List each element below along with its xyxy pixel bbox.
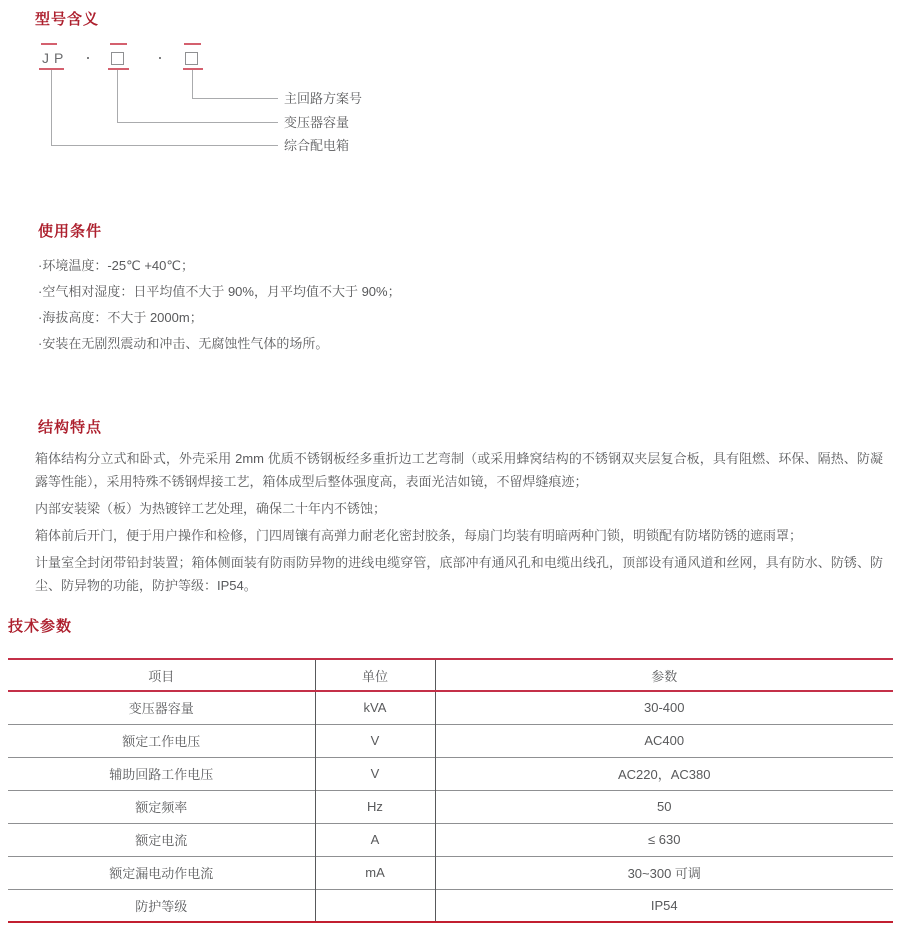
feature-paragraph: 箱体前后开门，便于用户操作和检修，门四周镶有高弹力耐老化密封胶条，每扇门均装有明暗两种门锁，明锁配有防堵防锈的遮雨罩； (35, 528, 803, 543)
section-title-model-meaning: 型号含义 (35, 11, 100, 28)
cell-unit: V (315, 757, 435, 790)
section-title-usage-conditions: 使用条件 (38, 223, 103, 240)
cell-value: 30-400 (435, 691, 893, 724)
feature-paragraph: 内部安装梁（板）为热镀锌工艺处理，确保二十年内不锈蚀； (35, 501, 387, 516)
table-row (8, 724, 893, 757)
cell-item: 变压器容量 (128, 701, 194, 717)
callout-main-circuit-scheme: 主回路方案号 (284, 91, 363, 106)
cell-unit: V (315, 724, 435, 757)
cell-value: ≤ 630 (435, 823, 893, 856)
structural-features-paragraphs (35, 447, 883, 601)
cell-item: 防护等级 (135, 898, 188, 914)
table-row (8, 691, 893, 724)
red-overline (110, 43, 127, 45)
callout-integrated-distribution-box: 综合配电箱 (284, 138, 350, 153)
section-title-structural-features: 结构特点 (38, 419, 103, 436)
cell-value: 50 (435, 790, 893, 823)
table-row (8, 757, 893, 790)
table-row (8, 823, 893, 856)
placeholder-box-scheme (185, 52, 198, 65)
header-value: 参数 (435, 659, 893, 691)
header-unit: 单位 (315, 659, 435, 691)
cell-value: 30~300 可调 (435, 856, 893, 889)
header-item: 项目 (148, 668, 175, 684)
red-overline (41, 43, 57, 45)
cell-item: 额定工作电压 (122, 734, 201, 749)
cell-item: 额定电流 (135, 833, 188, 848)
feature-paragraph: 箱体结构分立式和卧式，外壳采用 2mm 优质不锈钢板经多重折边工艺弯制（或采用蜂窝结构的不锈钢双夹层复合板，具有阻燃、环保、隔热、防凝露等性能），采用特殊不锈钢焊接工艺，箱体成型后整体强度高，表面光洁如镜，不留焊缝痕迹； (35, 451, 883, 489)
cell-unit: mA (315, 856, 435, 889)
section-title-technical-parameters: 技术参数 (8, 618, 73, 635)
red-overline (184, 43, 201, 45)
cell-unit: kVA (315, 691, 435, 724)
usage-condition-item: ·海拔高度：不大于 2000m； (38, 310, 203, 325)
usage-condition-item: ·安装在无剧烈震动和冲击、无腐蚀性气体的场所。 (38, 336, 329, 351)
callout-transformer-capacity: 变压器容量 (284, 115, 350, 130)
cell-item: 额定漏电动作电流 (109, 866, 214, 881)
usage-condition-item: ·环境温度：-25℃ +40℃； (38, 258, 194, 273)
table-row (8, 889, 893, 922)
cell-value: AC400 (435, 724, 893, 757)
model-designation-diagram (0, 0, 901, 170)
table-row (8, 790, 893, 823)
connector-line-box (51, 70, 278, 146)
table-header-row (8, 659, 893, 691)
feature-paragraph: 计量室全封闭带铅封装置；箱体侧面装有防雨防异物的进线电缆穿管，底部冲有通风孔和电缆出线孔，顶部设有通风道和丝网，具有防水、防锈、防尘、防异物的功能，防护等级：IP54。 (35, 555, 883, 593)
separator-dot: · (157, 47, 163, 67)
placeholder-box-capacity (111, 52, 124, 65)
cell-item: 辅助回路工作电压 (109, 767, 214, 782)
usage-conditions-list (38, 253, 401, 357)
usage-condition-item: ·空气相对湿度：日平均值不大于 90%，月平均值不大于 90%； (38, 284, 401, 299)
cell-unit (315, 889, 435, 922)
technical-parameters-table (8, 658, 893, 923)
separator-dot: · (85, 47, 91, 67)
cell-value: IP54 (435, 889, 893, 922)
model-code-prefix: JP (42, 50, 69, 66)
table-row (8, 856, 893, 889)
cell-unit: A (315, 823, 435, 856)
cell-unit: Hz (315, 790, 435, 823)
cell-value: AC220，AC380 (435, 757, 893, 790)
cell-item: 额定频率 (135, 800, 188, 815)
